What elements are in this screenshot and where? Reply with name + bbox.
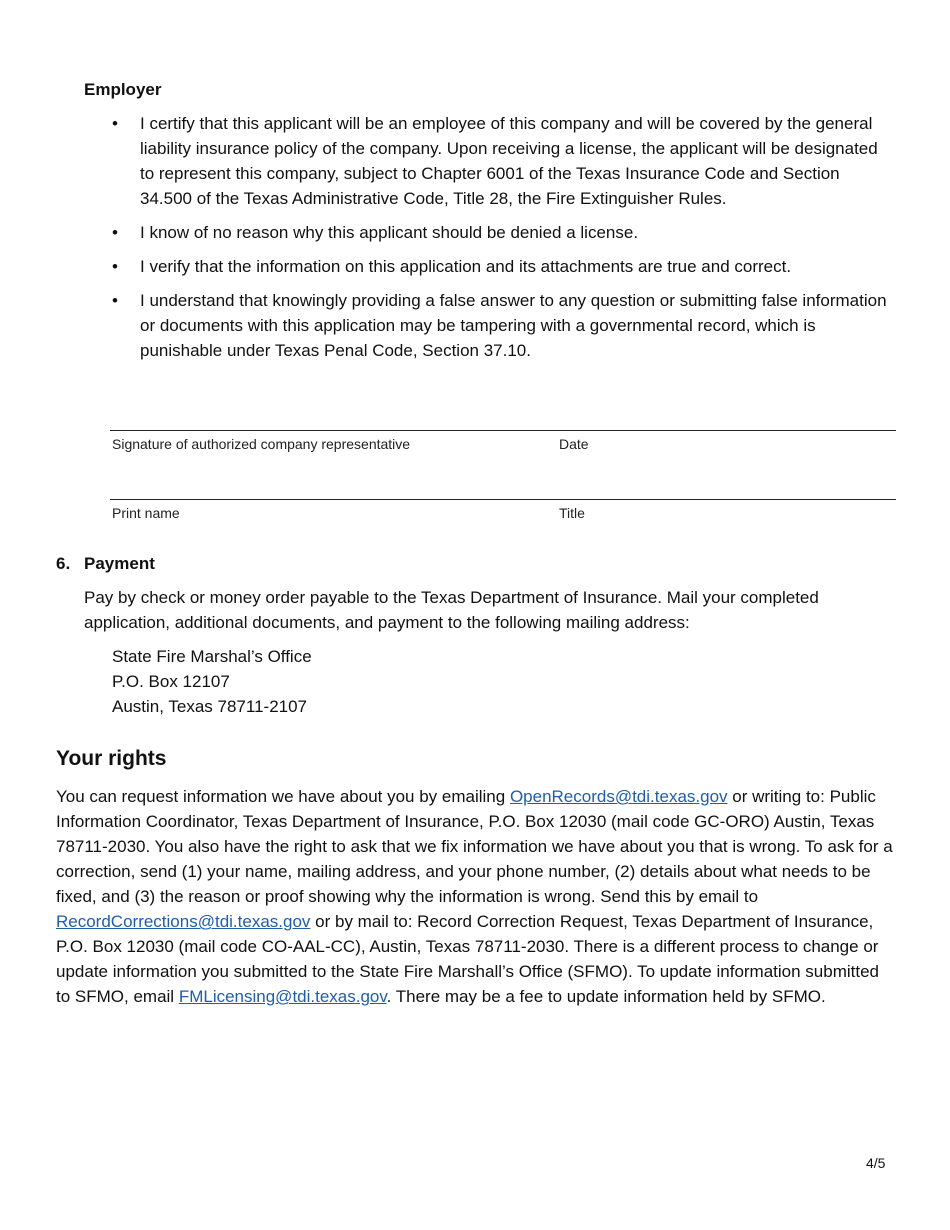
- employer-certifications-list: [84, 111, 896, 372]
- date-label: Date: [559, 436, 589, 452]
- bullet-icon: •: [112, 257, 118, 276]
- payment-section-number: 6.: [56, 554, 71, 573]
- certification-text: I certify that this applicant will be an employee of this company and will be covered by the general liability insurance policy of the company. Upon receiving a license, the applicant will be designated to represent this company, subject to Chapter 6001 of the Texas Insurance Code and Section 34.500 of the Texas Administrative Code, Title 28, the Fire Extinguisher Rules.: [140, 114, 878, 208]
- title-label: Title: [559, 505, 585, 521]
- list-item: [84, 288, 896, 363]
- address-line: P.O. Box 12107: [112, 672, 230, 691]
- signature-date-line[interactable]: [110, 430, 896, 471]
- rights-text-segment: or by mail to: Record Correction Request, Texas Department of Insurance, P.O. Box 12030 (mail code CO-AAL-CC), Austin, Texas 78711-2030. There is a different process to change or update information you submitted to the State Fire Marshall’s Office (SFMO). To update information submitted to SFMO, email: [56, 912, 880, 1006]
- certification-text: I know of no reason why this applicant should be denied a license.: [140, 223, 639, 242]
- open-records-email-link[interactable]: OpenRecords@tdi.texas.gov: [509, 787, 728, 806]
- list-item: [84, 254, 896, 279]
- rights-text-segment: You can request information we have about you by emailing: [56, 787, 510, 806]
- list-item: [84, 111, 896, 211]
- fm-licensing-email-link[interactable]: FMLicensing@tdi.texas.gov: [178, 987, 387, 1006]
- print-name-title-line[interactable]: [110, 499, 896, 540]
- bullet-icon: •: [112, 291, 118, 310]
- record-corrections-email-link[interactable]: RecordCorrections@tdi.texas.gov: [56, 912, 311, 931]
- bullet-icon: •: [112, 223, 118, 242]
- certification-text: I verify that the information on this application and its attachments are true and correct.: [140, 257, 792, 276]
- mailing-address: [112, 644, 312, 719]
- rights-text-segment: . There may be a fee to update information held by SFMO.: [386, 987, 826, 1006]
- print-name-label: Print name: [112, 505, 180, 521]
- signature-label: Signature of authorized company representative: [112, 436, 411, 452]
- your-rights-heading: Your rights: [56, 747, 167, 770]
- certification-text: I understand that knowingly providing a false answer to any question or submitting false information or documents with this application may be tampering with a governmental record, which is punishable under Texas Penal Code, Section 37.10.: [140, 291, 887, 360]
- address-line: State Fire Marshal’s Office: [112, 647, 312, 666]
- payment-heading: Payment: [84, 554, 155, 573]
- page-number: 4/5: [866, 1155, 886, 1171]
- payment-instructions: Pay by check or money order payable to the Texas Department of Insurance. Mail your completed application, additional documents, and payment to the following mailing address:: [84, 588, 819, 632]
- rights-text-segment: or writing to: Public Information Coordinator, Texas Department of Insurance, P.O. Box 12030 (mail code GC-ORO) Austin, Texas 78711-2030. You also have the right to ask that we fix information we have about you that is wrong. To ask for a correction, send (1) your name, mailing address, and your phone number, (2) details about what needs to be fixed, and (3) the reason or proof showing why the information is wrong. Send this by email to: [56, 787, 893, 906]
- bullet-icon: •: [112, 114, 118, 133]
- list-item: [84, 220, 896, 245]
- employer-heading: Employer: [84, 80, 162, 99]
- address-line: Austin, Texas 78711-2107: [112, 697, 308, 716]
- your-rights-paragraph: [56, 784, 896, 1009]
